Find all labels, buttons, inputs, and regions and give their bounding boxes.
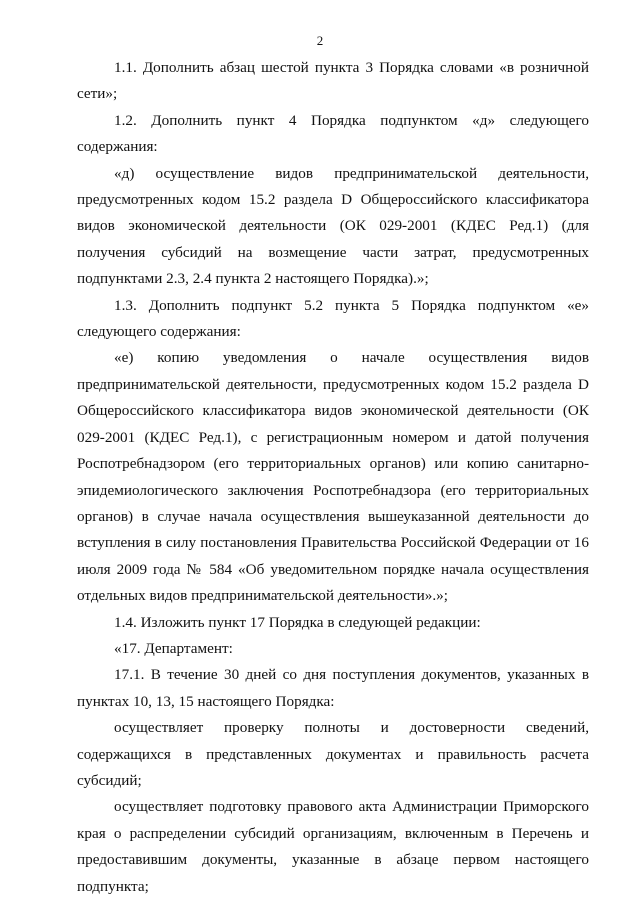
paragraph-1-4: 1.4. Изложить пункт 17 Порядка в следующей редакции: <box>114 613 481 631</box>
paragraph-17-1: 17.1. В течение 30 дней со дня поступления документов, указанных в пунктах 10, 13, 15 настоящего Порядка: <box>77 666 589 710</box>
paragraph-1-2: 1.2. Дополнить пункт 4 Порядка подпунктом «д» следующего содержания: <box>77 111 589 156</box>
paragraph-check: осуществляет проверку полноты и достоверности сведений, содержащихся в представленных документах и правильность расчета субсидий; <box>77 719 589 789</box>
paragraph-17: «17. Департамент: <box>114 639 233 657</box>
paragraph-subpoint-d: «д) осуществление видов предпринимательской деятельности, предусмотренных кодом 15.2 раздела D Общероссийского классификатора видов экономической деятельности (ОК 029-2001 (КДЕС Ред.1) (для получения субсидий на возмещение части затрат, предусмотренных подпунктами 2.3, 2.4 пункта 2 настоящего Порядка).»; <box>77 164 589 288</box>
page-number: 2 <box>316 33 324 48</box>
paragraph-1-1: 1.1. Дополнить абзац шестой пункта 3 Порядка словами «в розничной сети»; <box>77 59 589 103</box>
document-body <box>77 55 589 900</box>
paragraph-prepare-act: осуществляет подготовку правового акта Администрации Приморского края о распределении субсидий организациям, включенным в Перечень и предоставившим документы, указанные в абзаце первом настоящего подпункта; <box>77 798 589 895</box>
paragraph-subpoint-e: «е) копию уведомления о начале осуществления видов предпринимательской деятельности, предусмотренных кодом 15.2 раздела D Общероссийского классификатора видов экономической деятельности (ОК 029-2001 (КДЕС Ред.1), с регистрационным номером и датой получения Роспотребнадзором (его территориальных органов) или копию санитарно-эпидемиологического заключения Роспотребнадзора (его территориальных органов) в случае начала осуществления вышеуказанной деятельности до вступления в силу постановления Правительства Российской Федерации от 16 июля 2009 года № 584 «Об уведомительном порядке начала осуществления отдельных видов предпринимательской деятельности».»; <box>77 349 589 605</box>
paragraph-1-3: 1.3. Дополнить подпункт 5.2 пункта 5 Порядка подпунктом «е» следующего содержания: <box>77 296 589 341</box>
